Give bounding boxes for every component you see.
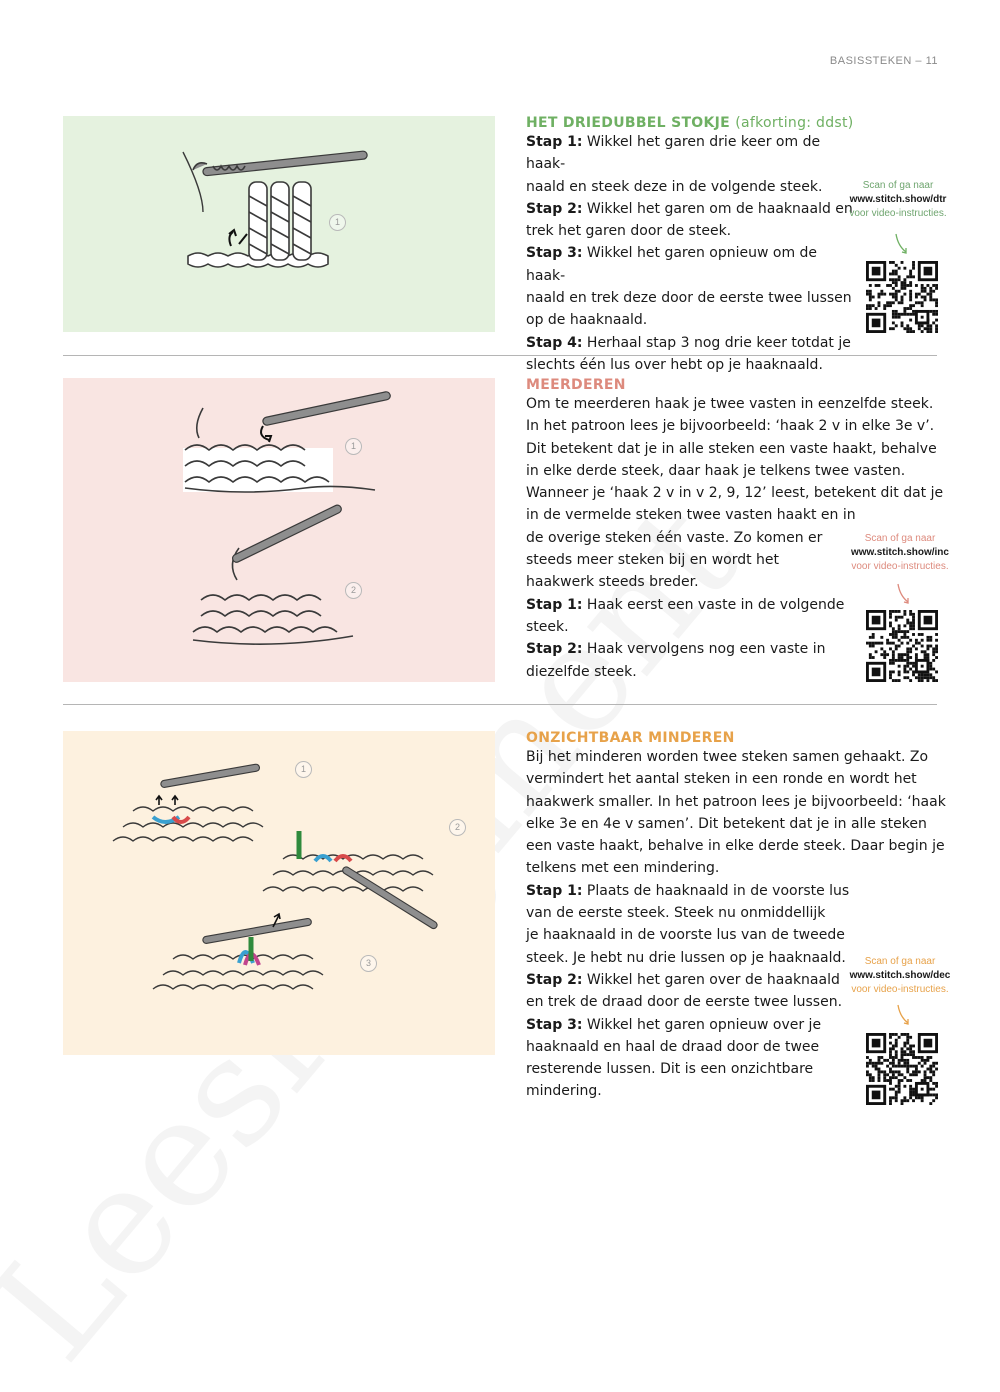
body-line-text: naald en steek deze in de volgende steek.: [526, 178, 823, 195]
body-line: [526, 791, 946, 813]
body-line-text: Haak vervolgens nog een vaste in: [582, 641, 826, 658]
body-line-text: elke 3e en 4e v samen’. Dit betekent dat je in alle steken: [526, 815, 927, 832]
body-line: [526, 460, 946, 482]
figure-number-badge: 1: [329, 214, 346, 231]
body-line: [526, 768, 946, 790]
body-line-text: Dit betekent dat je in alle steken een vaste haakt, behalve: [526, 440, 937, 457]
step-label: Stap 3:: [526, 245, 583, 262]
qr-hint: [843, 179, 953, 221]
step-label: Stap 2:: [526, 641, 583, 658]
body-line: [526, 393, 946, 415]
qr-hint-line3: voor video-instructies.: [851, 561, 949, 572]
body-line-text: haakwerk steeds breder.: [526, 574, 699, 591]
section-title-text: HET DRIEDUBBEL STOKJE: [526, 115, 731, 131]
body-line: [526, 332, 856, 354]
body-line-text: van de eerste steek. Steek nu onmiddellijk: [526, 905, 826, 922]
section-title-abbreviation: (afkorting: ddst): [735, 115, 854, 131]
body-line-text: vermindert het aantal steken in een ronde en wordt het: [526, 771, 917, 788]
body-line-text: steek.: [526, 618, 569, 635]
invisible-decrease-illustration: [63, 731, 495, 1055]
section-title: [526, 115, 856, 131]
body-line: [526, 482, 946, 504]
body-line: [526, 354, 856, 376]
body-line-text: in elke derde steek, daar haak je telkens twee vasten.: [526, 462, 906, 479]
running-head: BASISSTEKEN – 11: [829, 55, 938, 67]
increase-illustration: [63, 378, 495, 682]
body-line-text: In het patroon lees je bijvoorbeeld: ‘haak 2 v in elke 3e v’.: [526, 418, 935, 435]
qr-hint-url[interactable]: www.stitch.show/dec: [849, 970, 951, 981]
body-line-text: mindering.: [526, 1083, 602, 1100]
qr-code-icon[interactable]: [866, 610, 938, 682]
body-line: [526, 857, 946, 879]
body-line-text: steek. Je hebt nu drie lussen op je haaknaald.: [526, 949, 846, 966]
body-line-text: steeds meer steken bij en wordt het: [526, 552, 780, 569]
section-title-text: ONZICHTBAAR MINDEREN: [526, 730, 735, 746]
step-label: Stap 3:: [526, 1016, 583, 1033]
body-line-text: resterende lussen. Dit is een onzichtbare: [526, 1061, 814, 1078]
body-line-text: Wikkel het garen opnieuw om de haak-: [526, 245, 818, 284]
body-line: [526, 924, 946, 946]
body-line-text: en trek de draad door de eerste twee lussen.: [526, 994, 843, 1011]
body-line-text: Om te meerderen haak je twee vasten in eenzelfde steek.: [526, 396, 934, 412]
step-label: Stap 1:: [526, 596, 583, 613]
body-line: [526, 242, 856, 287]
illustration-panel-invisible-decrease: [63, 731, 495, 1055]
body-line-text: Wikkel het garen over de haaknaald: [582, 971, 840, 988]
body-line-text: haakwerk smaller. In het patroon lees je bijvoorbeeld: ‘haak: [526, 793, 946, 810]
body-line-text: slechts één lus over hebt op je haaknaald.: [526, 356, 823, 373]
qr-code-icon[interactable]: [866, 1033, 938, 1105]
qr-hint-line3: voor video-instructies.: [849, 208, 947, 219]
step-label: Stap 1:: [526, 134, 583, 150]
qr-hint-line1: Scan of ga naar: [864, 956, 936, 967]
body-line: [526, 835, 946, 857]
body-line-text: diezelfde steek.: [526, 663, 637, 680]
figure-number-badge: 1: [345, 438, 362, 455]
illustration-panel-increase: [63, 378, 495, 682]
section-double-treble: [526, 115, 856, 376]
qr-hint-url[interactable]: www.stitch.show/inc: [851, 547, 949, 558]
body-line-text: Bij het minderen worden twee steken samen gehaakt. Zo: [526, 749, 929, 765]
figure-number-badge: 1: [295, 761, 312, 778]
body-line-text: Haak eerst een vaste in de volgende: [582, 596, 845, 613]
body-line: [526, 504, 946, 526]
qr-hint-line3: voor video-instructies.: [851, 984, 949, 995]
step-label: Stap 2:: [526, 971, 583, 988]
body-line-text: op de haaknaald.: [526, 312, 648, 329]
body-line-text: trek het garen door de steek.: [526, 223, 732, 240]
qr-hint-line1: Scan of ga naar: [864, 533, 936, 544]
body-line-text: Herhaal stap 3 nog drie keer totdat je: [582, 334, 851, 351]
body-line: [526, 415, 946, 437]
qr-hint: [845, 532, 955, 574]
body-line: [526, 571, 946, 593]
section-title: [526, 730, 946, 746]
body-line-text: Wikkel het garen om de haaknaald en: [582, 200, 853, 217]
body-line-text: de overige steken één vaste. Zo komen er: [526, 529, 823, 546]
section-divider: [63, 355, 937, 356]
step-label: Stap 2:: [526, 200, 583, 217]
body-line-text: naald en trek deze door de eerste twee lussen: [526, 290, 852, 307]
qr-hint-url[interactable]: www.stitch.show/dtr: [849, 194, 947, 205]
body-line-text: Wikkel het garen drie keer om de haak-: [526, 134, 821, 173]
body-line: [526, 438, 946, 460]
arrow-down-icon: [892, 232, 912, 258]
body-line: [526, 902, 946, 924]
double-treble-illustration: [63, 116, 495, 332]
body-line-text: in de vermelde steken twee vasten haakt en in: [526, 507, 856, 524]
figure-number-badge: 2: [449, 819, 466, 836]
qr-hint-line1: Scan of ga naar: [862, 180, 934, 191]
section-title-text: MEERDEREN: [526, 377, 626, 393]
step-label: Stap 1:: [526, 882, 583, 899]
body-line: [526, 287, 856, 309]
arrow-down-icon: [894, 582, 914, 608]
body-line: [526, 198, 856, 220]
body-line: [526, 880, 946, 902]
body-line: [526, 813, 946, 835]
body-line-text: je haaknaald in de voorste lus van de tweede: [526, 927, 845, 944]
body-line: [526, 309, 856, 331]
section-body: [526, 131, 856, 376]
qr-code-icon[interactable]: [866, 261, 938, 333]
step-label: Stap 4:: [526, 334, 583, 351]
body-line-text: een vaste haakt, behalve in elke derde steek. Daar begin je: [526, 838, 945, 855]
body-line: [526, 746, 946, 768]
body-line-text: Wikkel het garen opnieuw over je: [582, 1016, 822, 1033]
illustration-panel-double-treble: [63, 116, 495, 332]
section-divider: [63, 704, 937, 705]
body-line-text: haaknaald en haal de draad door de twee: [526, 1038, 820, 1055]
figure-number-badge: 2: [345, 582, 362, 599]
figure-number-badge: 3: [360, 955, 377, 972]
body-line: [526, 131, 856, 176]
qr-hint: [845, 955, 955, 997]
body-line-text: telkens met een mindering.: [526, 860, 720, 877]
body-line-text: Wanneer je ‘haak 2 v in v 2, 9, 12’ leest, betekent dit dat je: [526, 485, 944, 502]
body-line: [526, 220, 856, 242]
body-line-text: Plaats de haaknaald in de voorste lus: [582, 882, 850, 899]
body-line: [526, 176, 856, 198]
arrow-down-icon: [894, 1003, 914, 1029]
section-title: [526, 377, 946, 393]
